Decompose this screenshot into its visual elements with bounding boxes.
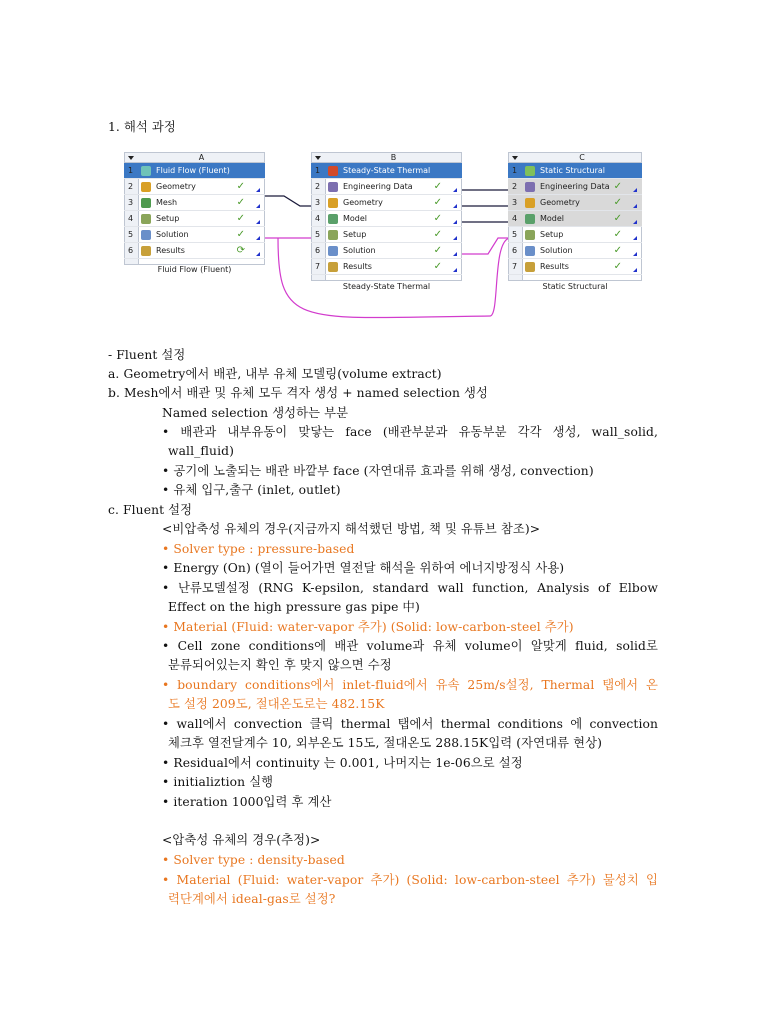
step-b-item-3: • 유체 입구,출구 (inlet, outlet) [162, 483, 341, 497]
check-icon: ✓ [236, 229, 245, 240]
system-row[interactable]: 4 Setup ✓ [124, 211, 265, 227]
link-arrow-icon [256, 252, 260, 256]
system-caption: Static Structural [542, 282, 608, 291]
column-header: C [579, 153, 585, 162]
system-row[interactable]: 5 Setup ✓ [311, 227, 462, 243]
iteration-step: • iteration 1000입력 후 계산 [162, 795, 332, 809]
collapse-arrow-icon[interactable] [512, 156, 518, 160]
system-row[interactable]: 3 Mesh ✓ [124, 195, 265, 211]
solution-icon [141, 230, 151, 240]
turbulence-setting-cont: Effect on the high pressure gas pipe 中) [168, 600, 420, 614]
system-row[interactable]: 7 Results ✓ [508, 259, 642, 275]
link-arrow-icon [633, 252, 637, 256]
system-caption: Fluid Flow (Fluent) [157, 265, 232, 274]
step-b-item-1: • 배관과 내부유동이 맞닿는 face (배관부분과 유동부분 각각 생성, wall_solid, [162, 425, 658, 439]
step-c: c. Fluent 설정 [108, 503, 193, 517]
link-arrow-icon [453, 188, 457, 192]
check-icon: ✓ [236, 181, 245, 192]
column-header: A [198, 153, 205, 162]
material-setting: • Material (Fluid: water-vapor 추가) (Solid: low-carbon-steel 추가) [162, 620, 574, 634]
setup-icon [141, 214, 151, 224]
system-caption: Steady-State Thermal [342, 282, 431, 291]
system-row[interactable]: 7 Results ✓ [311, 259, 462, 275]
incompressible-heading: <비압축성 유체의 경우(지금까지 해석했던 방법, 책 및 유튜브 참조)> [162, 522, 541, 536]
link-b-solution-c-setup [462, 238, 511, 254]
engineering-data-icon [525, 182, 535, 192]
link-arrow-icon [633, 188, 637, 192]
system-a[interactable] [124, 152, 265, 282]
results-icon [328, 262, 338, 272]
wall-convection-setting: • wall에서 convection 클릭 thermal 탭에서 thermal conditions 에 convection [162, 717, 658, 731]
system-row[interactable]: 6 Solution ✓ [508, 243, 642, 259]
link-arrow-icon [453, 268, 457, 272]
system-row[interactable]: 3 Geometry ✓ [311, 195, 462, 211]
check-icon: ✓ [613, 245, 622, 256]
link-arrow-icon [256, 236, 260, 240]
check-icon: ✓ [613, 229, 622, 240]
turbulence-setting: • 난류모델설정 (RNG K-epsilon, standard wall function, Analysis of Elbow [162, 581, 658, 595]
check-icon: ✓ [613, 181, 622, 192]
system-row[interactable]: 2 Engineering Data ✓ [311, 179, 462, 195]
structural-icon [525, 166, 535, 176]
check-icon: ✓ [236, 213, 245, 224]
model-icon [525, 214, 535, 224]
setup-icon [328, 230, 338, 240]
material-ideal-gas-setting-cont: 력단계에서 ideal-gas로 설정? [168, 892, 336, 906]
system-row[interactable]: 2 Engineering Data ✓ [508, 179, 642, 195]
collapse-arrow-icon[interactable] [315, 156, 321, 160]
link-arrow-icon [633, 220, 637, 224]
system-row[interactable]: 6 Results ⟳ [124, 243, 265, 259]
system-row[interactable]: 4 Model ✓ [508, 211, 642, 227]
link-arrow-icon [256, 204, 260, 208]
link-arrow-icon [633, 204, 637, 208]
link-arrow-icon [256, 220, 260, 224]
solver-type-density: • Solver type : density-based [162, 853, 345, 867]
step-b-sub: Named selection 생성하는 부분 [162, 406, 349, 420]
boundary-conditions-setting-cont: 도 설정 209도, 절대온도로는 482.15K [168, 697, 385, 711]
link-a-geometry-b-geometry [264, 196, 316, 206]
solution-icon [328, 246, 338, 256]
step-b-item-1-cont: wall_fluid) [168, 444, 234, 458]
link-arrow-icon [453, 220, 457, 224]
fluent-icon [141, 166, 151, 176]
system-row[interactable]: 1 Fluid Flow (Fluent) [124, 163, 265, 179]
check-icon: ✓ [433, 245, 442, 256]
system-row[interactable]: 3 Geometry ✓ [508, 195, 642, 211]
step-b-item-2: • 공기에 노출되는 배관 바깥부 face (자연대류 효과를 위해 생성, convection) [162, 464, 594, 478]
link-arrow-icon [453, 204, 457, 208]
geometry-icon [141, 182, 151, 192]
material-ideal-gas-setting: • Material (Fluid: water-vapor 추가) (Solid: low-carbon-steel 추가) 물성치 입 [162, 873, 658, 887]
thermal-icon [328, 166, 338, 176]
results-icon [141, 246, 151, 256]
check-icon: ✓ [433, 197, 442, 208]
system-row[interactable]: 2 Geometry ✓ [124, 179, 265, 195]
link-arrow-icon [453, 236, 457, 240]
system-row[interactable]: 5 Setup ✓ [508, 227, 642, 243]
check-icon: ✓ [433, 261, 442, 272]
check-icon: ✓ [613, 261, 622, 272]
energy-setting: • Energy (On) (열이 들어가면 열전달 해석을 위하여 에너지방정식 사용) [162, 561, 565, 575]
step-b: b. Mesh에서 배관 및 유체 모두 격자 생성 + named selection 생성 [108, 386, 489, 400]
cell-zone-setting: • Cell zone conditions에 배관 volume과 유체 volume이 알맞게 fluid, solid로 [162, 639, 658, 653]
cell-zone-setting-cont: 분류되어있는지 확인 후 맞지 않으면 수정 [168, 658, 392, 672]
fluent-heading: - Fluent 설정 [108, 348, 186, 362]
system-b[interactable] [311, 152, 462, 297]
check-icon: ✓ [433, 213, 442, 224]
link-arrow-icon [256, 188, 260, 192]
initialization-step: • initializtion 실행 [162, 775, 274, 789]
wall-convection-setting-cont: 체크후 열전달계수 10, 외부온도 15도, 절대온도 288.15K입력 (자연대류 현상) [168, 736, 602, 750]
collapse-arrow-icon[interactable] [128, 156, 134, 160]
refresh-icon: ⟳ [236, 245, 245, 256]
boundary-conditions-setting: • boundary conditions에서 inlet-fluid에서 유속 25m/s설정, Thermal 탭에서 온 [162, 678, 658, 692]
engineering-data-icon [328, 182, 338, 192]
system-row[interactable]: 1 Static Structural [508, 163, 642, 179]
residual-setting: • Residual에서 continuity 는 0.001, 나머지는 1e-06으로 설정 [162, 756, 523, 770]
geometry-icon [525, 198, 535, 208]
check-icon: ✓ [613, 213, 622, 224]
system-row[interactable]: 1 Steady-State Thermal [311, 163, 462, 179]
model-icon [328, 214, 338, 224]
check-icon: ✓ [236, 197, 245, 208]
system-c[interactable] [508, 152, 642, 297]
check-icon: ✓ [433, 229, 442, 240]
solution-icon [525, 246, 535, 256]
geometry-icon [328, 198, 338, 208]
solver-type-pressure: • Solver type : pressure-based [162, 542, 355, 556]
link-arrow-icon [633, 268, 637, 272]
system-row[interactable]: 6 Solution ✓ [311, 243, 462, 259]
check-icon: ✓ [433, 181, 442, 192]
mesh-icon [141, 198, 151, 208]
compressible-heading: <압축성 유체의 경우(추정)> [162, 833, 321, 847]
column-header: B [390, 153, 397, 162]
results-icon [525, 262, 535, 272]
setup-icon [525, 230, 535, 240]
section-title: 1. 해석 과정 [108, 120, 176, 134]
step-a: a. Geometry에서 배관, 내부 유체 모델링(volume extract) [108, 367, 442, 381]
system-row[interactable]: 4 Model ✓ [311, 211, 462, 227]
system-row[interactable]: 5 Solution ✓ [124, 227, 265, 243]
link-arrow-icon [453, 252, 457, 256]
check-icon: ✓ [613, 197, 622, 208]
link-arrow-icon [633, 236, 637, 240]
